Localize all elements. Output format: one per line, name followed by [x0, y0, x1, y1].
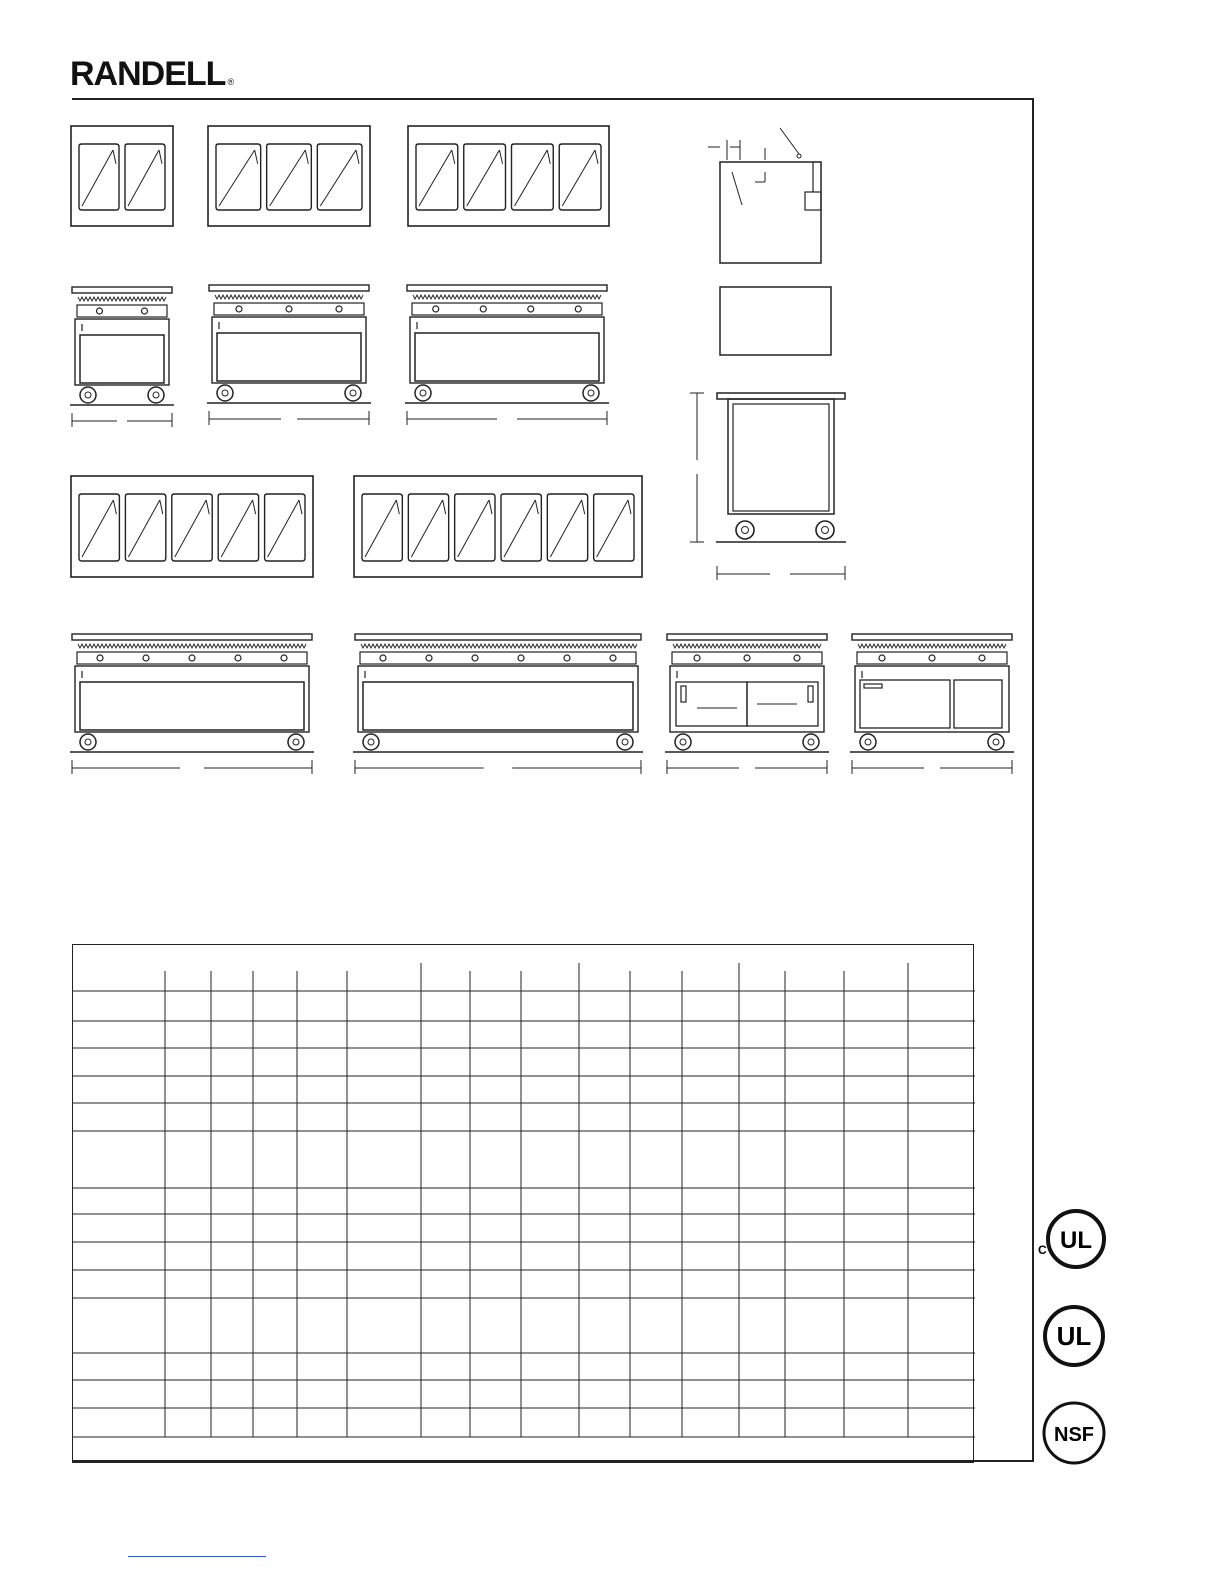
caster-hub [680, 739, 686, 745]
pan-diagonal [504, 500, 535, 557]
control-knob [744, 655, 750, 661]
c-ul-prefix: C [1038, 1243, 1047, 1257]
top-view-5-well [71, 476, 313, 577]
spec-table-grid [73, 945, 975, 1462]
control-knob [480, 306, 486, 312]
pan-diagonal-tip [628, 500, 631, 514]
drawer-panel [860, 680, 950, 728]
serrated-edge [78, 644, 306, 648]
front-view-3-well [207, 285, 371, 425]
front-view-6-well [353, 634, 643, 774]
control-knob [528, 306, 534, 312]
pan-diagonal-tip [500, 150, 503, 164]
serrated-edge [413, 295, 601, 299]
serrated-edge [215, 295, 363, 299]
caster-hub [85, 739, 91, 745]
pan-diagonal [550, 500, 581, 557]
countertop [852, 634, 1012, 640]
pan-diagonal-tip [253, 500, 256, 514]
caster-wheel [415, 385, 431, 401]
control-knob [694, 655, 700, 661]
caster-hub [742, 527, 749, 534]
caster-hub [622, 739, 628, 745]
pan-diagonal [175, 500, 206, 557]
control-knob [97, 655, 103, 661]
cabinet-body [855, 666, 1009, 732]
control-knob [235, 655, 241, 661]
pan-diagonal-tip [113, 500, 116, 514]
pan-diagonal [320, 150, 356, 206]
caster-hub [993, 739, 999, 745]
cabinet-body [358, 666, 638, 732]
serrated-edge [78, 297, 166, 301]
pan-diagonal-tip [452, 150, 455, 164]
cabinet-side-inner [733, 404, 829, 511]
caster-hub [350, 390, 356, 396]
pan-diagonal-tip [299, 500, 302, 514]
countertop [209, 285, 369, 291]
caster-wheel [617, 734, 633, 750]
caster-wheel [148, 387, 164, 403]
control-knob [426, 655, 432, 661]
footer-link-underline[interactable] [128, 1556, 266, 1557]
caster-wheel [583, 385, 599, 401]
control-knob [929, 655, 935, 661]
cabinet-body [75, 319, 169, 385]
caster-wheel [217, 385, 233, 401]
junction-box [805, 192, 821, 210]
cabinet-body [212, 317, 366, 383]
caster-wheel [988, 734, 1004, 750]
control-panel [412, 303, 602, 315]
front-view-sliding-doors [665, 634, 829, 774]
control-knob [433, 306, 439, 312]
top-view-outline [71, 126, 173, 226]
top-view-3-well [208, 126, 370, 226]
pan-diagonal-tip [443, 500, 446, 514]
control-knob [143, 655, 149, 661]
caster-hub [368, 739, 374, 745]
caster-hub [808, 739, 814, 745]
side-compartment [954, 680, 1002, 728]
leader-line [780, 128, 799, 154]
control-panel [77, 652, 307, 664]
sliding-door-left [676, 682, 747, 726]
caster-wheel [803, 734, 819, 750]
control-knob [610, 655, 616, 661]
caster-wheel [736, 521, 754, 539]
pan-diagonal-tip [582, 500, 585, 514]
pan-diagonal [419, 150, 452, 206]
pan-diagonal-tip [160, 500, 163, 514]
control-knob [336, 306, 342, 312]
pan-diagonal-tip [206, 500, 209, 514]
control-knob [518, 655, 524, 661]
control-knob [879, 655, 885, 661]
caster-hub [865, 739, 871, 745]
cabinet-body [410, 317, 604, 383]
pan-diagonal [221, 500, 252, 557]
pan-diagonal-tip [356, 150, 359, 164]
front-view-4-well [405, 285, 609, 425]
cabinet-side [728, 399, 834, 514]
open-base [363, 682, 633, 730]
control-knob [189, 655, 195, 661]
caster-hub [420, 390, 426, 396]
caster-hub [822, 527, 829, 534]
control-knob [236, 306, 242, 312]
control-knob [979, 655, 985, 661]
control-panel [360, 652, 636, 664]
open-base [80, 335, 164, 383]
caster-wheel [345, 385, 361, 401]
front-view-drawer [850, 634, 1014, 774]
caster-wheel [363, 734, 379, 750]
pan-diagonal [268, 500, 299, 557]
caster-wheel [80, 387, 96, 403]
panel-plate [720, 287, 831, 355]
side-elevation [690, 393, 846, 580]
brand-name: RANDELL [70, 55, 226, 93]
pan-diagonal [82, 150, 113, 206]
caster-hub [85, 392, 91, 398]
caster-wheel [675, 734, 691, 750]
open-base [415, 333, 599, 381]
registered-mark: ® [227, 77, 234, 87]
caster-hub [293, 739, 299, 745]
drawer-handle [864, 684, 882, 688]
top-view-2-well [71, 126, 173, 226]
top-view-outline [354, 476, 642, 577]
nsf-certified-icon [1038, 1398, 1110, 1470]
front-view-2-well [70, 287, 174, 427]
pan-diagonal [82, 500, 113, 557]
caster-wheel [288, 734, 304, 750]
countertop [355, 634, 641, 640]
open-base [80, 682, 304, 730]
side-view-plumbing [708, 128, 821, 263]
door-handle [808, 686, 813, 702]
top-view-6-well [354, 476, 642, 577]
pan-diagonal-tip [305, 150, 308, 164]
open-base [217, 333, 361, 381]
cabinet-body [75, 666, 309, 732]
side-view-outline [720, 162, 821, 263]
drain-point [797, 154, 801, 158]
ul-listed-icon [1036, 1302, 1110, 1372]
pan-diagonal [515, 150, 548, 206]
c-ul-text: UL [1060, 1227, 1092, 1254]
countertop [72, 287, 172, 293]
pan-diagonal-tip [547, 150, 550, 164]
pan-diagonal [411, 500, 442, 557]
caster-hub [153, 392, 159, 398]
spec-table [72, 944, 974, 1463]
pan-diagonal-tip [489, 500, 492, 514]
caster-wheel [860, 734, 876, 750]
caster-wheel [816, 521, 834, 539]
top-view-4-well [408, 126, 609, 226]
control-knob [142, 308, 148, 314]
pan-diagonal [128, 500, 159, 557]
ul-text: UL [1056, 1321, 1092, 1351]
pan-diagonal [270, 150, 306, 206]
countertop [667, 634, 827, 640]
pan-diagonal [562, 150, 595, 206]
leader-line [732, 172, 742, 205]
pan-diagonal [219, 150, 255, 206]
pan-diagonal [128, 150, 159, 206]
pan-diagonal-tip [159, 150, 162, 164]
control-knob [380, 655, 386, 661]
serrated-edge [858, 644, 1006, 648]
control-knob [281, 655, 287, 661]
pan-diagonal-tip [595, 150, 598, 164]
control-knob [97, 308, 103, 314]
pan-diagonal [467, 150, 500, 206]
serrated-edge [361, 644, 637, 648]
front-view-5-well [70, 634, 314, 774]
door-handle [681, 686, 686, 702]
countertop [407, 285, 607, 291]
pan-diagonal [365, 500, 396, 557]
caster-hub [222, 390, 228, 396]
pan-diagonal-tip [396, 500, 399, 514]
top-view-outline [408, 126, 609, 226]
control-knob [286, 306, 292, 312]
pan-diagonal [597, 500, 628, 557]
pan-diagonal-tip [113, 150, 116, 164]
c-ul-listed-icon [1030, 1206, 1110, 1276]
serrated-edge [673, 644, 821, 648]
control-panel [77, 305, 167, 317]
pan-diagonal-tip [255, 150, 258, 164]
caster-hub [588, 390, 594, 396]
countertop [717, 393, 845, 399]
control-knob [564, 655, 570, 661]
pan-diagonal-tip [535, 500, 538, 514]
control-knob [472, 655, 478, 661]
control-knob [575, 306, 581, 312]
countertop [72, 634, 312, 640]
control-knob [794, 655, 800, 661]
caster-wheel [80, 734, 96, 750]
pan-diagonal [458, 500, 489, 557]
nsf-text: NSF [1054, 1424, 1094, 1446]
